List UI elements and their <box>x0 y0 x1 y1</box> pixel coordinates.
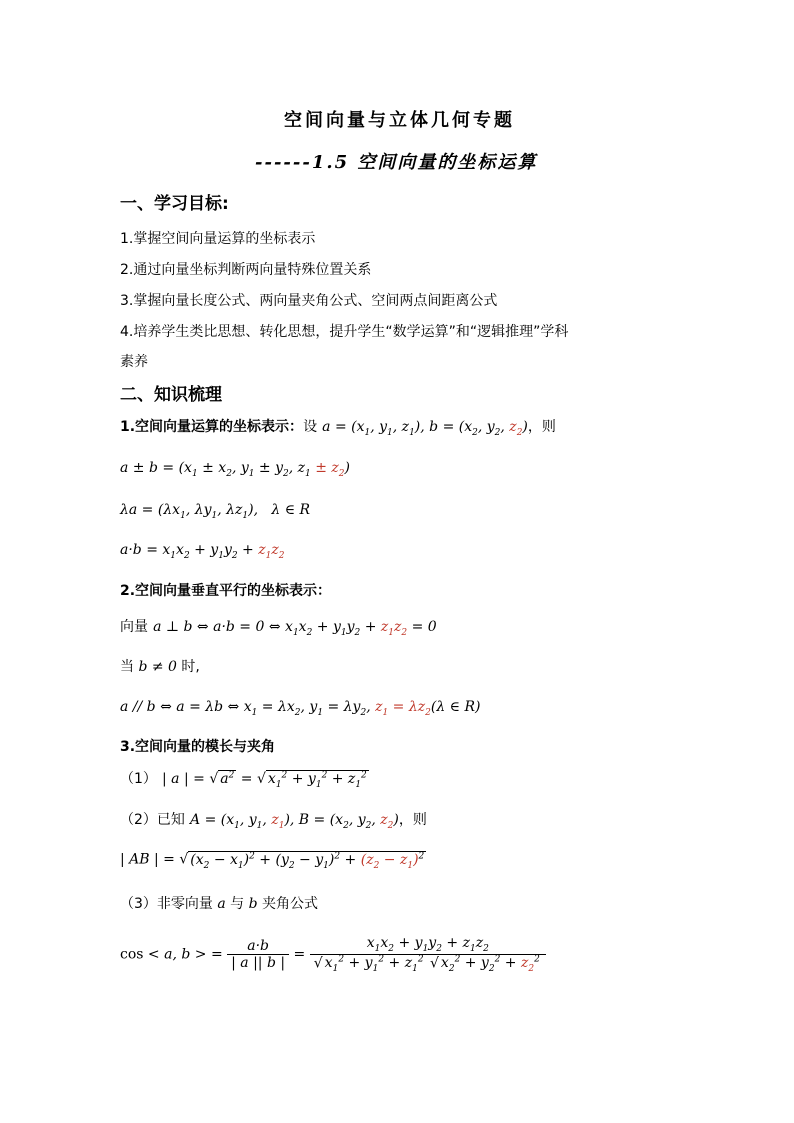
objective-item: 3.掌握向量长度公式、两向量夹角公式、空间两点间距离公式 <box>120 293 498 309</box>
vector-a-symbol: a <box>212 896 231 912</box>
perpendicular-line <box>120 616 437 638</box>
point-1-line <box>120 416 556 438</box>
nonzero-condition: b ≠ 0 <box>134 659 182 675</box>
item-3-mid: 与 <box>230 896 245 912</box>
point-1-heading: 1.空间向量运算的坐标表示： <box>120 419 304 435</box>
condition-line <box>120 656 200 676</box>
point-3-heading: 3.空间向量的模长与夹角 <box>120 739 276 755</box>
objective-item: 素养 <box>120 354 148 370</box>
document-title: 空间向量与立体几何专题 <box>284 110 515 131</box>
document-subtitle: ------1.5 空间向量的坐标运算 <box>255 152 538 173</box>
parallel-formula: a // b ⇔ a = λb ⇔ $x_1 = \lambda x_2$, $y_1 = \lambda y_2$, $z_1 = \lambda z_2(\lambda$ ∈ R) <box>120 699 481 718</box>
objective-item: 1.掌握空间向量运算的坐标表示 <box>120 231 316 247</box>
condition-tail: 时, <box>181 659 200 675</box>
perpendicular-formula: a ⊥ b ⇔ a·b = 0 ⇔ $x_1x_2 + y_1y_2 + z_1z_2 = 0$ <box>153 619 437 638</box>
vector-b-symbol: b <box>244 896 263 912</box>
point-1-lead: 设 <box>303 419 318 435</box>
objective-item: 4.培养学生类比思想、转化思想，提升学生“数学运算”和“逻辑推理”学科 <box>120 324 569 340</box>
points-formula: $A = (x_1$, $y_1$, $z_1$), $B = (x_2$, $y_2$, $z_2$) <box>190 812 399 831</box>
points-line <box>120 809 427 831</box>
section-heading-objectives: 一、学习目标: <box>120 194 229 214</box>
point-1-tail: ，则 <box>527 419 556 435</box>
item-2-label: （2）已知 <box>120 812 185 828</box>
distance-formula: | AB | = √ $(x_2 - x_1)^2 + (y_2 - y_1)^2 + (z_2 - z_1)^2$ <box>120 851 425 871</box>
condition-lead: 当 <box>120 659 134 675</box>
section-heading-knowledge: 二、知识梳理 <box>120 385 222 405</box>
item-3-tail: 夹角公式 <box>262 896 319 912</box>
objective-item: 2.通过向量坐标判断两向量特殊位置关系 <box>120 262 372 278</box>
angle-formula: cos < a, b > = $\frac{a\cdot b}{| a || b |}$ = $\frac{x_1x_2 + y_1y_2 + z_1z_2}{√ x_1^2 + y_1^2 + z_1^2 √ x_2^2 + y_2^2 + z_2^2}$ <box>120 935 546 974</box>
item-2-tail: ，则 <box>398 812 427 828</box>
item-3-label: （3）非零向量 <box>120 896 213 912</box>
vector-definition-formula: $a = (x_1$, $y_1$, $z_1$), $b = (x_2$, $y_2$, $z_2$) <box>322 419 528 438</box>
item-1-label: （1） <box>120 771 157 787</box>
dot-product-formula: $a\cdot b = x_1x_2 + y_1y_2 + z_1z_2$ <box>120 542 285 561</box>
magnitude-formula: | a | = √ $a^2$ = √ $x_1^2 + y_1^2 + z_1^2$ <box>162 770 367 790</box>
point-2-heading: 2.空间向量垂直平行的坐标表示： <box>120 583 332 599</box>
angle-intro-line <box>120 893 318 913</box>
magnitude-line <box>120 768 369 790</box>
addition-formula: $a \pm b = (x_1 \pm x_2$, $y_1 \pm y_2$, $z_1 \pm z_2$) <box>120 460 350 479</box>
scalar-multiplication-formula: $\lambda a = (\lambda x_1$, $\lambda y_1$, $\lambda z_1$), λ ∈ R <box>120 502 311 521</box>
point-2-lead: 向量 <box>120 619 148 635</box>
